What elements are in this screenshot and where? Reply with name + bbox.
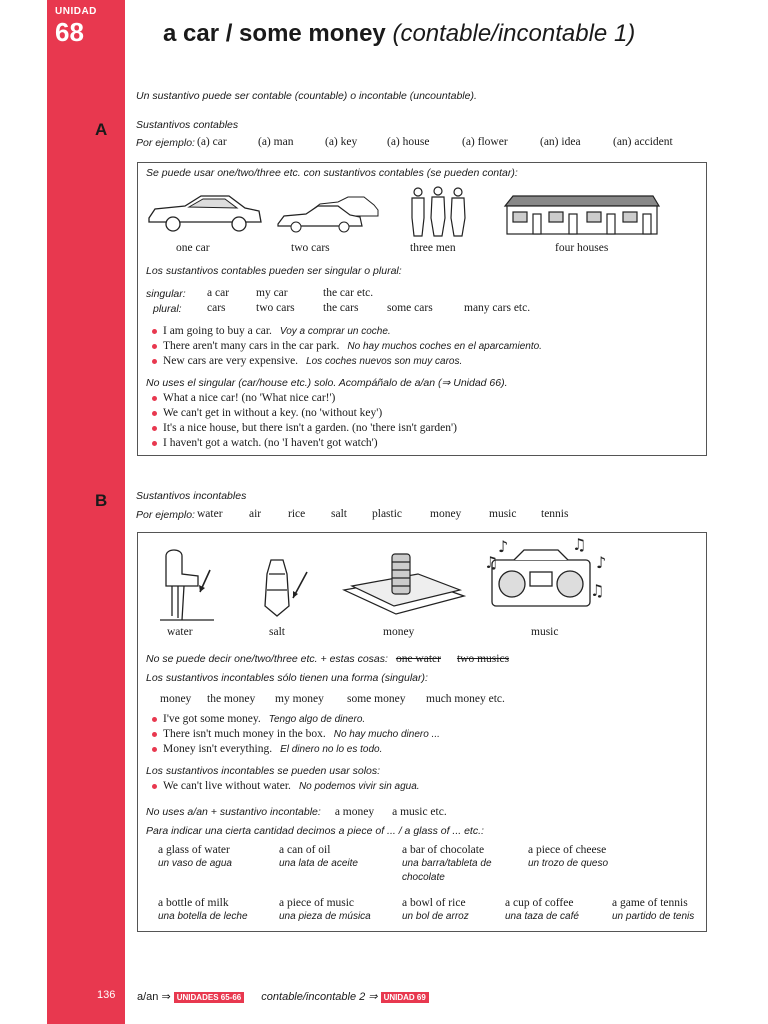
section-b-ex-4: plastic (372, 508, 403, 520)
section-a-ex-2: (a) key (325, 136, 358, 148)
list-item: Money isn't everything. El dinero no lo es todo. (150, 742, 440, 757)
caption-two-cars: two cars (291, 242, 330, 254)
alone-note: Los sustantivos incontables se pueden usar solos: (146, 765, 381, 777)
unit-number: 68 (55, 17, 84, 47)
section-b-ex-1: air (249, 508, 262, 520)
form-1: the money (207, 693, 256, 705)
section-a-ex-5: (an) idea (540, 136, 581, 148)
caption-three-men: three men (410, 242, 456, 254)
page-number: 136 (97, 989, 116, 1001)
plural-0: cars (207, 302, 226, 314)
section-a-ex-4: (a) flower (462, 136, 508, 148)
footer-aan-link[interactable]: UNIDADES 65-66 (174, 992, 244, 1003)
one-form-note: Los sustantivos incontables sólo tienen una forma (singular): (146, 672, 428, 684)
caption-water: water (167, 626, 193, 638)
section-a-ex-6: (an) accident (613, 136, 673, 148)
singular-1: my car (256, 287, 288, 299)
section-a-example-label: Por ejemplo: (136, 137, 195, 149)
plural-2: the cars (323, 302, 359, 314)
b-bullets-1 (150, 712, 440, 757)
music-radio-icon (484, 538, 624, 612)
list-item: We can't live without water. No podemos vivir sin agua. (150, 779, 420, 794)
footer-crossrefs (137, 990, 429, 1003)
salt-shaker-icon (257, 554, 313, 624)
four-houses-icon (503, 192, 661, 238)
form-0: money (160, 693, 192, 705)
three-men-icon (408, 186, 468, 240)
section-b-ex-2: rice (288, 508, 306, 520)
quantity-item: a game of tennis un partido de tenis (612, 897, 695, 922)
list-item: I am going to buy a car. Voy a comprar un coche. (150, 324, 542, 339)
section-b-heading: Sustantivos incontables (136, 490, 247, 502)
svg-text:♫: ♫ (572, 538, 587, 554)
svg-text:♫: ♫ (590, 581, 605, 600)
one-car-icon (145, 192, 265, 236)
svg-text:♪: ♪ (596, 553, 607, 572)
title-sub: (contable/incontable 1) (392, 20, 636, 47)
section-b-ex-3: salt (331, 508, 347, 520)
list-item: What a nice car! (no 'What nice car!') (150, 391, 457, 406)
list-item: We can't get in without a key. (no 'without key') (150, 406, 457, 421)
section-b-ex-7: tennis (541, 508, 569, 520)
section-b-example-label: Por ejemplo: (136, 509, 195, 521)
plural-3: some cars (387, 302, 433, 314)
section-a-letter: A (95, 120, 108, 139)
form-2: my money (275, 693, 324, 705)
quantity-item: a bowl of rice un bol de arroz (402, 897, 469, 922)
caption-music: music (531, 626, 559, 638)
cant-say-line: No se puede decir one/two/three etc. + estas cosas: one water two musics (146, 653, 510, 665)
section-a-ex-3: (a) house (387, 136, 430, 148)
money-icon (342, 550, 466, 622)
unit-label: UNIDAD (55, 6, 97, 17)
quantity-item: a cup of coffee una taza de café (505, 897, 579, 922)
quantity-item: a piece of music una pieza de música (279, 897, 371, 922)
quantity-item: a piece of cheese un trozo de queso (528, 844, 609, 869)
water-tap-icon (152, 546, 228, 624)
quantity-item: a bottle of milk una botella de leche (158, 897, 248, 922)
section-b-ex-5: money (430, 508, 462, 520)
page-title (163, 20, 635, 48)
singular-0: a car (207, 287, 230, 299)
plural-4: many cars etc. (464, 302, 531, 314)
footer-aan-label: a/an ⇒ (137, 991, 171, 1003)
section-a-lead: Se puede usar one/two/three etc. con sustantivos contables (se pueden contar): (146, 167, 518, 179)
two-cars-icon (276, 196, 380, 236)
singular-label: singular: (146, 288, 186, 300)
section-a-heading: Sustantivos contables (136, 119, 239, 131)
quantity-item: a bar of chocolate una barra/tableta de chocolate (402, 844, 492, 883)
no-a-music: a music etc. (392, 806, 447, 818)
no-a-an-line: No uses a/an + sustantivo incontable: a money a music etc. (146, 806, 447, 818)
section-a-ex-1: (a) man (258, 136, 294, 148)
footer-cont-link[interactable]: UNIDAD 69 (381, 992, 429, 1003)
unit-sidebar (47, 0, 125, 1024)
svg-text:♪: ♪ (498, 538, 509, 556)
no-a-money: a money (334, 806, 375, 818)
b-bullets-2 (150, 779, 420, 794)
section-b-letter: B (95, 491, 108, 510)
title-main: a car / some money (163, 20, 386, 47)
no-singular-note: No uses el singular (car/house etc.) solo. Acompáñalo de a/an (⇒ Unidad 66). (146, 377, 508, 389)
form-4: much money etc. (426, 693, 505, 705)
quantity-note: Para indicar una cierta cantidad decimos a piece of ... / a glass of ... etc.: (146, 825, 484, 837)
list-item: It's a nice house, but there isn't a garden. (no 'there isn't garden') (150, 421, 457, 436)
a-bullets-1 (150, 324, 542, 369)
quantity-item: a glass of water un vaso de agua (158, 844, 232, 869)
plural-1: two cars (256, 302, 295, 314)
list-item: There aren't many cars in the car park. No hay muchos coches en el aparcamiento. (150, 339, 542, 354)
a-bullets-2 (150, 391, 457, 451)
list-item: There isn't much money in the box. No hay mucho dinero ... (150, 727, 440, 742)
caption-one-car: one car (176, 242, 210, 254)
caption-salt: salt (269, 626, 285, 638)
plural-label: plural: (153, 303, 182, 315)
section-b-ex-0: water (197, 508, 223, 520)
singular-plural-note: Los sustantivos contables pueden ser singular o plural: (146, 265, 402, 277)
section-a-ex-0: (a) car (197, 136, 227, 148)
singular-2: the car etc. (323, 287, 374, 299)
list-item: I've got some money. Tengo algo de dinero. (150, 712, 440, 727)
caption-money: money (383, 626, 415, 638)
list-item: New cars are very expensive. Los coches nuevos son muy caros. (150, 354, 542, 369)
form-3: some money (347, 693, 406, 705)
section-b-ex-6: music (489, 508, 517, 520)
list-item: I haven't got a watch. (no 'I haven't got watch') (150, 436, 457, 451)
svg-text:♫: ♫ (484, 553, 499, 572)
quantity-item: a can of oil una lata de aceite (279, 844, 358, 869)
footer-cont-label: contable/incontable 2 ⇒ (261, 991, 378, 1003)
caption-four-houses: four houses (555, 242, 609, 254)
intro-text: Un sustantivo puede ser contable (countable) o incontable (uncountable). (136, 90, 477, 102)
